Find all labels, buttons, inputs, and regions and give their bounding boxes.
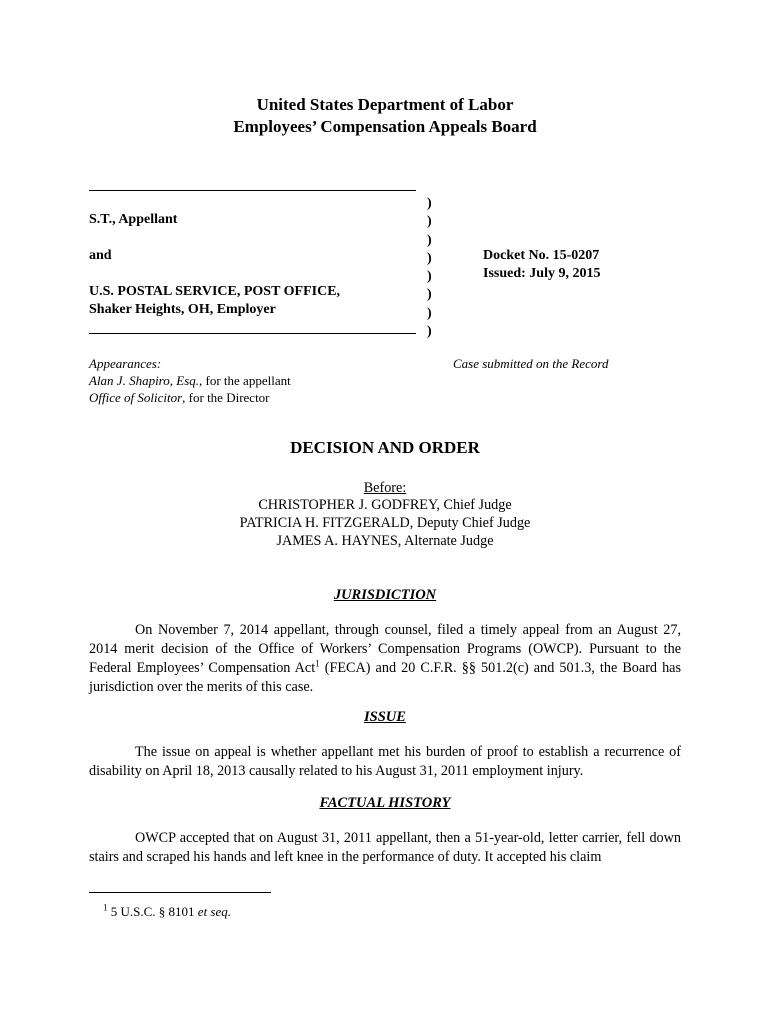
judge-deputy-chief: PATRICIA H. FITZGERALD, Deputy Chief Judge [239, 515, 531, 531]
employer-line-1: U.S. POSTAL SERVICE, POST OFFICE, [89, 284, 341, 299]
caption-paren: ) [427, 196, 432, 211]
director-counsel-role: , for the Director [182, 390, 270, 405]
footnote [103, 903, 231, 920]
employer-line-2: Shaker Heights, OH, Employer [89, 302, 276, 317]
caption-and: and [89, 248, 112, 263]
appellant-counsel [89, 372, 291, 389]
footnote-reference: 1 [315, 658, 320, 669]
footnote-text: 5 U.S.C. § 8101 [107, 904, 198, 919]
factual-history-heading: FACTUAL HISTORY [319, 795, 451, 811]
caption-paren: ) [427, 250, 432, 266]
caption-top-rule [89, 190, 416, 191]
caption-paren: ) [427, 305, 432, 321]
judge-chief: CHRISTOPHER J. GODFREY, Chief Judge [258, 497, 512, 513]
caption-paren: ) [427, 214, 432, 230]
before-label: Before: [363, 480, 407, 496]
judge-alternate: JAMES A. HAYNES, Alternate Judge [276, 533, 494, 549]
caption-paren: ) [427, 324, 432, 340]
appellant-counsel-role: for the appellant [202, 373, 291, 388]
factual-history-paragraph: OWCP accepted that on August 31, 2011 appellant, then a 51-year-old, letter carrier, fell down stairs and scraped his hands and left knee in the performance of duty. It accepted his claim [89, 830, 681, 865]
footnote-mark: 1 [103, 902, 108, 913]
caption-bottom-rule [89, 333, 416, 334]
caption-paren: ) [427, 287, 432, 303]
board-title: Employees’ Compensation Appeals Board [233, 117, 537, 136]
caption-paren-column [427, 195, 432, 341]
director-counsel-name: Office of Solicitor [89, 390, 183, 405]
appearances-label: Appearances: [89, 356, 162, 371]
jurisdiction-text-b: (FECA) and 20 C.F.R. §§ 501.2(c) and 501.3, the Board has jurisdiction over the merits of this case. [89, 660, 682, 695]
issued-date: Issued: July 9, 2015 [483, 266, 601, 281]
docket-number: Docket No. 15-0207 [483, 248, 600, 263]
jurisdiction-heading: JURISDICTION [333, 587, 437, 603]
decision-title: DECISION AND ORDER [290, 438, 480, 457]
footnote-et-seq: et seq. [197, 904, 232, 919]
issue-paragraph: The issue on appeal is whether appellant met his burden of proof to establish a recurrence of disability on April 18, 2013 causally related to his August 31, 2011 employment injury. [89, 744, 681, 779]
caption-paren: ) [427, 232, 432, 248]
jurisdiction-paragraph [89, 621, 681, 697]
jurisdiction-text-a: On November 7, 2014 appellant, through counsel, filed a timely appeal from an August 27, 2014 merit decision of the Office of Workers’ Compensation Programs (OWCP). Pursuant to the Federal Employees’ Compensation Act [89, 622, 681, 676]
appellant-name: S.T., Appellant [89, 212, 178, 227]
agency-title: United States Department of Labor [256, 95, 514, 114]
director-counsel [89, 389, 270, 406]
issue-heading: ISSUE [364, 709, 406, 725]
case-submitted-note: Case submitted on the Record [453, 356, 609, 371]
caption-paren: ) [427, 269, 432, 285]
footnote-rule [89, 892, 271, 893]
appellant-counsel-name: Alan J. Shapiro, Esq., [89, 373, 203, 388]
